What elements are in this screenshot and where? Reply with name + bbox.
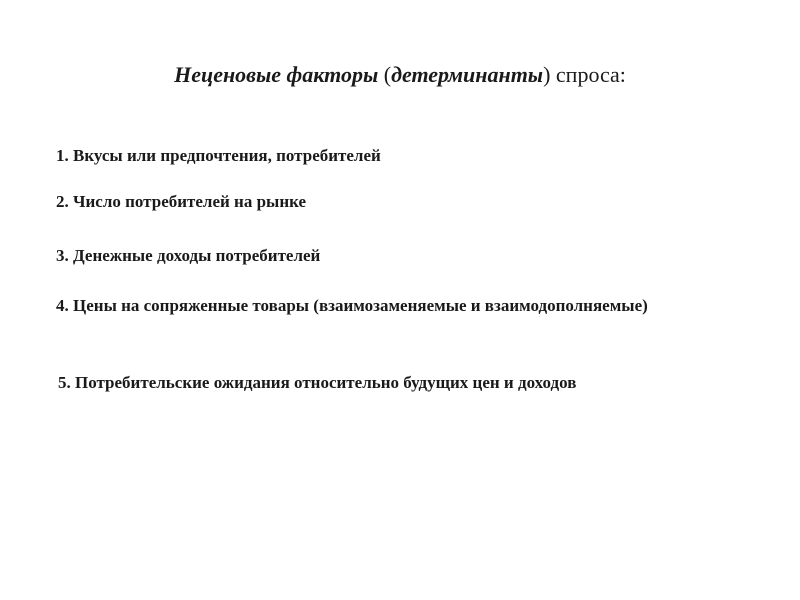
title-open-paren: (	[378, 62, 392, 87]
title-main-text: Неценовые факторы	[174, 62, 379, 87]
slide-title	[0, 62, 800, 88]
factor-item-3: 3. Денежные доходы потребителей	[56, 246, 321, 265]
title-suffix-text: ) спроса:	[543, 62, 626, 87]
title-determinants-text: детерминанты	[391, 62, 544, 87]
factor-item-4: 4. Цены на сопряженные товары (взаимозаменяемые и взаимодополняемые)	[56, 296, 648, 315]
factor-item-1: 1. Вкусы или предпочтения, потребителей	[56, 146, 381, 165]
factor-item-2: 2. Число потребителей на рынке	[56, 192, 307, 211]
factor-item-5: 5. Потребительские ожидания относительно будущих цен и доходов	[58, 373, 577, 392]
